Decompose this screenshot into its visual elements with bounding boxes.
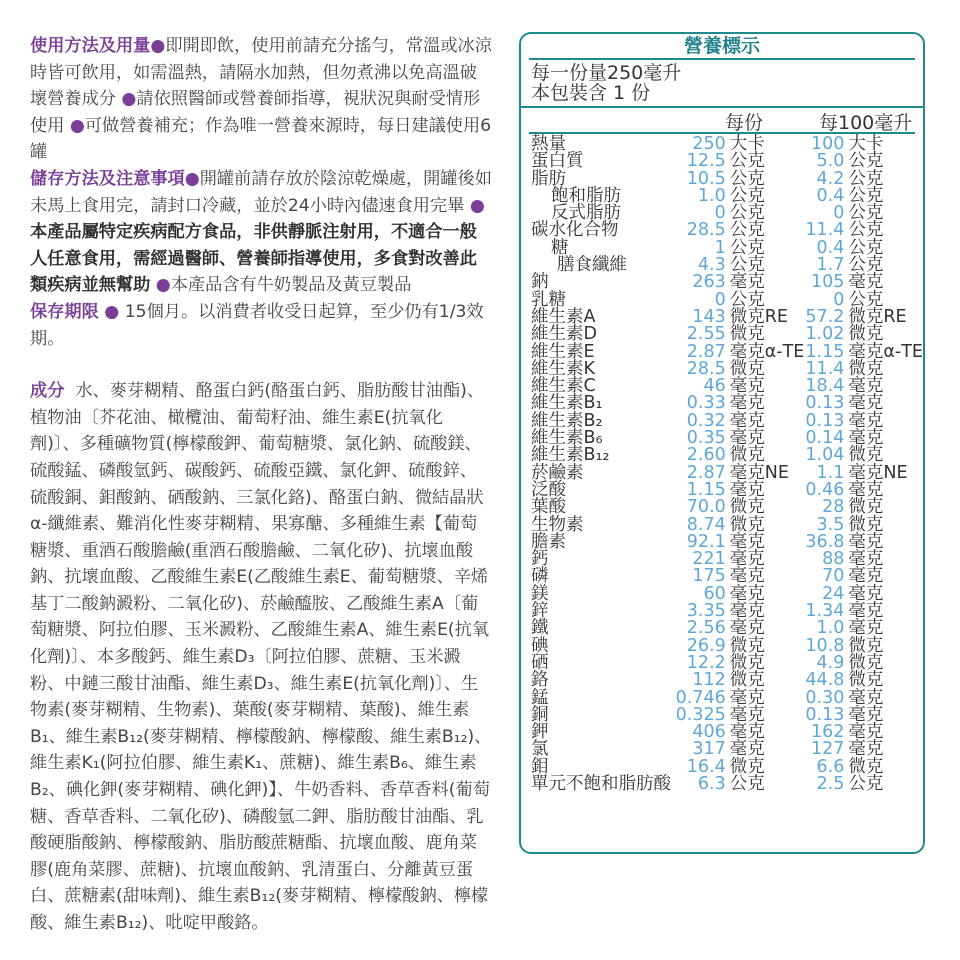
per-serving-value: 46 — [703, 376, 726, 397]
per-100ml-value: 24 — [822, 583, 845, 604]
per-serving-unit: 毫克 — [729, 739, 765, 760]
per-100ml-unit: 毫克 — [848, 722, 884, 743]
per-serving-unit: 微克 — [729, 324, 765, 345]
per-serving-value: 92.1 — [686, 531, 726, 552]
usage-text-1: 即開即飲，使用前請充分搖勻，常溫或冰涼時皆可飲用，如需溫熱，請隔水加熱，但勿煮沸以免高溫破壞營養成分 — [30, 36, 492, 110]
nutrition-row — [521, 153, 923, 170]
per-serving-value: 0.35 — [686, 428, 726, 449]
per-100ml-unit: 毫克 — [848, 549, 884, 570]
bullet-icon: ● — [104, 301, 120, 322]
nutrient-name: 泛酸 — [531, 479, 566, 500]
serving-info — [521, 63, 923, 108]
per-serving-value: 1.0 — [697, 185, 726, 206]
per-100ml-value: 4.9 — [816, 652, 845, 673]
per-100ml-unit: 公克 — [848, 220, 884, 241]
per-serving-value: 0.325 — [675, 704, 726, 725]
nutrient-name: 生物素 — [531, 514, 584, 535]
per-serving-unit: 毫克 — [729, 601, 765, 622]
nutrient-name: 維生素D — [531, 324, 597, 345]
nutrient-name: 脂肪 — [531, 168, 566, 189]
nutrient-name: 碘 — [531, 635, 549, 656]
per-serving-value: 0.746 — [675, 687, 726, 708]
per-serving-value: 6.3 — [697, 773, 726, 794]
per-serving-unit: 毫克NE — [729, 462, 789, 483]
per-100ml-value: 0.30 — [805, 687, 845, 708]
per-serving-value: 175 — [692, 566, 726, 587]
nutrient-name: 維生素B₁ — [531, 393, 603, 414]
nutrient-name: 熱量 — [531, 134, 566, 154]
nutrient-name: 鉀 — [531, 722, 549, 743]
per-serving-unit: 公克 — [729, 185, 765, 206]
nutrition-row — [521, 672, 923, 689]
per-serving-value: 2.55 — [686, 324, 726, 345]
per-100ml-unit: 微克 — [848, 445, 884, 466]
per-serving-value: 8.74 — [686, 514, 726, 535]
per-100ml-value: 36.8 — [805, 531, 845, 552]
per-serving-value: 4.3 — [697, 255, 726, 276]
nutrient-name: 碳水化合物 — [531, 220, 619, 241]
nutrient-name: 葉酸 — [531, 497, 566, 518]
per-serving-unit: 公克 — [729, 168, 765, 189]
ingredients-text: 水、麥芽糊精、酪蛋白鈣(酪蛋白鈣、脂肪酸甘油酯)、植物油〔芥花油、橄欖油、葡萄籽油、維生素E(抗氧化劑)〕、多種礦物質(檸檬酸鉀、葡萄糖漿、氯化鈉、硫酸鎂、硫酸錳、磷酸氫鈣、碳酸鈣、硫酸亞鐵、氯化鉀、硫酸鋅、硫酸銅、鉬酸鈉、硒酸鈉、三氯化鉻)、酪蛋白鈉、微結晶狀α-纖維素、難消化性麥芽糊精、果寡醣、多種維生素【葡萄糖漿、重酒石酸膽鹼(重酒石酸膽鹼、二氧化矽)、抗壞血酸鈉、抗壞血酸、乙酸維生素E(乙酸維生素E、葡萄糖漿、辛烯基丁二酸鈉澱粉、二氧化矽)、菸鹼醯胺、乙酸維生素A〔葡萄糖漿、阿拉伯膠、玉米澱粉、乙酸維生素A、維生素E(抗氧化劑)〕、本多酸鈣、維生素D₃〔阿拉伯膠、蔗糖、玉米澱粉、中鏈三酸甘油酯、維生素D₃、維生素E(抗氧化劑)〕、生物素(麥芽糊精、生物素)、葉酸(麥芽糊精、葉酸)、維生素B₁、維生素B₁₂(麥芽糊精、檸檬酸鈉、檸檬酸、維生素B₁₂)、維生素K₁(阿拉伯膠、維生素K₁、蔗糖)、維生素B₆、維生素B₂、碘化鉀(麥芽糊精、碘化鉀)】、牛奶香料、香草香料(葡萄糖、香草香料、二氧化矽)、磷酸氫二鉀、脂肪酸甘油酯、乳酸硬脂酸鈉、檸檬酸鈉、脂肪酸蔗糖酯、抗壞血酸、鹿角菜膠(鹿角菜膠、蔗糖)、抗壞血酸鈉、乳清蛋白、分離黃豆蛋白、蔗糖素(甜味劑)、維生素B₁₂(麥芽糊精、檸檬酸鈉、檸檬酸、維生素B₁₂)、吡啶甲酸鉻。 — [30, 381, 492, 933]
per-100ml-unit: 毫克 — [848, 479, 884, 500]
nutrient-name: 乳糖 — [531, 289, 566, 310]
nutrient-name: 鉻 — [531, 670, 549, 691]
per-100ml-value: 57.2 — [805, 306, 845, 327]
per-serving-value: 12.2 — [686, 652, 726, 673]
per-serving-unit: 微克 — [729, 756, 765, 777]
per-100ml-unit: 毫克 — [848, 531, 884, 552]
nutrient-name: 鈉 — [531, 272, 549, 293]
per-100ml-unit: 公克 — [848, 237, 884, 258]
per-100ml-value: 4.2 — [816, 168, 845, 189]
nutrient-name: 反式脂肪 — [551, 203, 621, 224]
nutrient-name: 膽素 — [531, 531, 566, 552]
shelf-life-heading: 保存期限 — [30, 301, 99, 322]
per-100ml-value: 28 — [822, 497, 845, 518]
nutrition-row — [521, 499, 923, 516]
per-100ml-unit: 毫克 — [848, 566, 884, 587]
storage-warning: 本產品屬特定疾病配方食品，非供靜脈注射用，不適合一般人任意食用，需經過醫師、營養師指導使用，多食對改善此類疾病並無幫助 — [30, 222, 477, 296]
per-100ml-unit: 毫克 — [848, 428, 884, 449]
per-100ml-value: 1.0 — [816, 618, 845, 639]
per-serving-unit: 微克 — [729, 445, 765, 466]
per-100ml-unit: 毫克 — [848, 393, 884, 414]
bullet-icon: ● — [121, 89, 137, 110]
per-100ml-unit: 毫克 — [848, 618, 884, 639]
per-100ml-value: 1.15 — [805, 341, 845, 362]
per-serving-unit: 毫克 — [729, 393, 765, 414]
per-100ml-unit: 公克 — [848, 255, 884, 276]
per-serving-value: 10.5 — [686, 168, 726, 189]
per-100ml-unit: 毫克 — [848, 410, 884, 431]
nutrient-name: 維生素B₁₂ — [531, 445, 610, 466]
per-100ml-value: 1.1 — [816, 462, 845, 483]
per-100ml-value: 6.6 — [816, 756, 845, 777]
per-serving-value: 12.5 — [686, 151, 726, 172]
per-serving-value: 112 — [692, 670, 726, 691]
per-100ml-value: 0 — [833, 203, 845, 224]
per-serving-value: 3.35 — [686, 601, 726, 622]
nutrient-name: 維生素K — [531, 358, 595, 379]
per-serving-unit: 微克 — [729, 652, 765, 673]
nutrient-name: 氯 — [531, 739, 549, 760]
per-100ml-unit: 微克 — [848, 497, 884, 518]
per-serving-unit: 毫克 — [729, 687, 765, 708]
per-100ml-unit: 微克 — [848, 324, 884, 345]
nutrient-name: 維生素C — [531, 376, 596, 397]
bullet-icon: ● — [69, 115, 85, 136]
per-100ml-value: 127 — [810, 739, 845, 760]
per-serving-header: 每份 — [725, 112, 764, 134]
per-100ml-unit: 微克 — [848, 514, 884, 535]
nutrient-name: 糖 — [551, 237, 569, 258]
per-serving-unit: 公克 — [729, 255, 765, 276]
per-100ml-value: 11.4 — [805, 358, 845, 379]
per-serving-value: 317 — [692, 739, 726, 760]
per-serving-value: 0 — [714, 289, 726, 310]
per-100ml-value: 10.8 — [805, 635, 845, 656]
per-serving-value: 2.60 — [686, 445, 726, 466]
per-serving-unit: 毫克 — [729, 549, 765, 570]
column-headers — [529, 108, 915, 134]
nutrition-label — [519, 32, 925, 854]
bullet-icon: ● — [150, 36, 166, 56]
bullet-icon: ● — [155, 275, 171, 296]
per-100ml-unit: 微克 — [848, 652, 884, 673]
shelf-life-text: 15個月。以消費者收受日起算，至少仍有1/3效期。 — [30, 301, 484, 349]
per-serving-value: 406 — [692, 722, 726, 743]
nutrition-row — [521, 620, 923, 637]
per-100ml-unit: 毫克 — [848, 272, 884, 293]
per-100ml-unit: 毫克α-TE — [848, 341, 923, 362]
nutrient-name: 膳食纖維 — [557, 255, 627, 276]
nutrition-table — [521, 136, 923, 793]
per-100ml-unit: 微克 — [848, 358, 884, 379]
nutrient-name: 磷 — [531, 566, 549, 587]
per-serving-value: 0.33 — [686, 393, 726, 414]
nutrition-row — [521, 326, 923, 343]
per-100ml-value: 0.13 — [805, 393, 845, 414]
nutrient-name: 飽和脂肪 — [551, 185, 621, 206]
per-100ml-unit: 毫克NE — [848, 462, 908, 483]
shelf-life-paragraph — [30, 299, 492, 352]
per-serving-value: 60 — [703, 583, 726, 604]
per-100ml-value: 18.4 — [805, 376, 845, 397]
per-100ml-value: 0.4 — [816, 237, 845, 258]
per-serving-value: 143 — [692, 306, 726, 327]
per-100ml-unit: 毫克 — [848, 704, 884, 725]
nutrient-name: 鈣 — [531, 549, 549, 570]
servings-per-package: 本包裝含 1 份 — [531, 82, 651, 104]
per-100ml-unit: 微克 — [848, 670, 884, 691]
per-serving-unit: 毫克 — [729, 704, 765, 725]
per-100ml-value: 100 — [810, 134, 845, 154]
per-serving-value: 1.15 — [686, 479, 726, 500]
bullet-icon: ● — [469, 195, 485, 216]
per-serving-value: 2.56 — [686, 618, 726, 639]
per-serving-value: 28.5 — [686, 220, 726, 241]
usage-heading: 使用方法及用量 — [30, 36, 151, 56]
nutrient-name: 鎂 — [531, 583, 549, 604]
per-serving-unit: 公克 — [729, 220, 765, 241]
per-100ml-unit: 微克 — [848, 756, 884, 777]
per-serving-value: 0.32 — [686, 410, 726, 431]
per-serving-unit: 微克 — [729, 497, 765, 518]
per-100ml-value: 3.5 — [816, 514, 845, 535]
per-serving-value: 2.87 — [686, 462, 726, 483]
nutrient-name: 鉬 — [531, 756, 549, 777]
per-serving-unit: 公克 — [729, 773, 765, 794]
nutrition-label-title: 營養標示 — [529, 34, 915, 60]
per-100ml-value: 1.34 — [805, 601, 845, 622]
per-100ml-value: 70 — [822, 566, 845, 587]
per-serving-value: 26.9 — [686, 635, 726, 656]
per-100ml-value: 1.7 — [816, 255, 845, 276]
nutrient-name: 銅 — [531, 704, 549, 725]
per-100ml-value: 44.8 — [805, 670, 845, 691]
per-100ml-value: 0.4 — [816, 185, 845, 206]
per-100ml-value: 2.5 — [816, 773, 845, 794]
per-100ml-unit: 毫克 — [848, 739, 884, 760]
per-100ml-value: 1.02 — [805, 324, 845, 345]
per-100ml-unit: 毫克 — [848, 687, 884, 708]
per-100ml-value: 0.14 — [805, 428, 845, 449]
per-100ml-unit: 微克RE — [848, 306, 907, 327]
nutrient-name: 維生素A — [531, 306, 596, 327]
per-serving-value: 263 — [692, 272, 726, 293]
per-100ml-unit: 公克 — [848, 203, 884, 224]
product-info-text — [30, 33, 492, 937]
nutrient-name: 錳 — [531, 687, 549, 708]
per-100ml-value: 162 — [810, 722, 845, 743]
per-100ml-value: 5.0 — [816, 151, 845, 172]
per-100ml-value: 88 — [822, 549, 845, 570]
per-100ml-unit: 大卡 — [848, 134, 884, 154]
per-serving-unit: 毫克 — [729, 531, 765, 552]
per-100ml-value: 0.46 — [805, 479, 845, 500]
usage-text-2: 請依照醫師或營養師指導，視狀況與耐受情形使用 — [30, 89, 481, 136]
per-serving-value: 221 — [692, 549, 726, 570]
per-serving-unit: 毫克 — [729, 722, 765, 743]
storage-heading: 儲存方法及注意事項 — [30, 168, 185, 189]
per-serving-unit: 微克 — [729, 670, 765, 691]
nutrient-name: 蛋白質 — [531, 151, 584, 172]
per-serving-value: 2.87 — [686, 341, 726, 362]
nutrient-name: 維生素E — [531, 341, 595, 362]
per-100ml-unit: 毫克 — [848, 583, 884, 604]
nutrient-name: 菸鹼素 — [531, 462, 584, 483]
nutrient-name: 鋅 — [531, 601, 549, 622]
per-serving-unit: 微克RE — [729, 306, 788, 327]
per-serving-unit: 公克 — [729, 151, 765, 172]
nutrient-name: 硒 — [531, 652, 549, 673]
per-100ml-unit: 公克 — [848, 289, 884, 310]
per-100ml-value: 11.4 — [805, 220, 845, 241]
serving-size: 每一份量250毫升 — [531, 62, 682, 84]
per-serving-value: 1 — [714, 237, 726, 258]
per-serving-unit: 毫克 — [729, 566, 765, 587]
per-100ml-unit: 毫克 — [848, 376, 884, 397]
per-serving-unit: 公克 — [729, 289, 765, 310]
ingredients-heading: 成分 — [30, 381, 65, 402]
per-serving-value: 0 — [714, 203, 726, 224]
per-serving-unit: 毫克 — [729, 272, 765, 293]
storage-text-3: 本產品含有牛奶製品及黃豆製品 — [170, 275, 412, 296]
per-serving-value: 16.4 — [686, 756, 726, 777]
nutrient-name: 維生素B₂ — [531, 410, 603, 431]
per-serving-unit: 毫克 — [729, 410, 765, 431]
per-100ml-unit: 公克 — [848, 185, 884, 206]
per-100ml-unit: 公克 — [848, 773, 884, 794]
per-serving-unit: 大卡 — [729, 134, 765, 154]
per-serving-unit: 毫克α-TE — [729, 341, 805, 362]
per-100ml-unit: 毫克 — [848, 601, 884, 622]
per-100ml-value: 1.04 — [805, 445, 845, 466]
per-100ml-unit: 公克 — [848, 151, 884, 172]
per-100ml-value: 0.13 — [805, 410, 845, 431]
spacer — [30, 352, 492, 378]
per-serving-unit: 公克 — [729, 203, 765, 224]
nutrient-name: 鐵 — [531, 618, 549, 639]
storage-paragraph — [30, 166, 492, 299]
per-serving-unit: 微克 — [729, 635, 765, 656]
per-100ml-unit: 微克 — [848, 635, 884, 656]
per-100ml-header: 每100毫升 — [819, 112, 913, 134]
per-serving-unit: 毫克 — [729, 428, 765, 449]
per-serving-unit: 毫克 — [729, 618, 765, 639]
per-100ml-value: 0.13 — [805, 704, 845, 725]
per-serving-unit: 毫克 — [729, 376, 765, 397]
per-100ml-value: 0 — [833, 289, 845, 310]
per-serving-unit: 毫克 — [729, 479, 765, 500]
nutrient-name: 單元不飽和脂肪酸 — [531, 773, 671, 794]
nutrient-name: 維生素B₆ — [531, 428, 603, 449]
per-serving-unit: 毫克 — [729, 583, 765, 604]
per-serving-unit: 微克 — [729, 514, 765, 535]
per-100ml-unit: 公克 — [848, 168, 884, 189]
per-serving-value: 70.0 — [686, 497, 726, 518]
ingredients-paragraph — [30, 378, 492, 936]
storage-text-1: 開罐前請存放於陰涼乾燥處，開罐後如未馬上食用完，請封口冷藏，並於24小時內儘速食用完畢 — [30, 168, 492, 216]
per-serving-unit: 公克 — [729, 237, 765, 258]
bullet-icon: ● — [184, 168, 200, 189]
per-serving-value: 250 — [692, 134, 726, 154]
usage-text-3: 可做營養補充；作為唯一營養來源時，每日建議使用6罐 — [30, 115, 492, 163]
per-100ml-value: 105 — [810, 272, 845, 293]
usage-paragraph — [30, 33, 492, 166]
per-serving-value: 28.5 — [686, 358, 726, 379]
nutrition-row — [521, 776, 923, 793]
per-serving-unit: 微克 — [729, 358, 765, 379]
